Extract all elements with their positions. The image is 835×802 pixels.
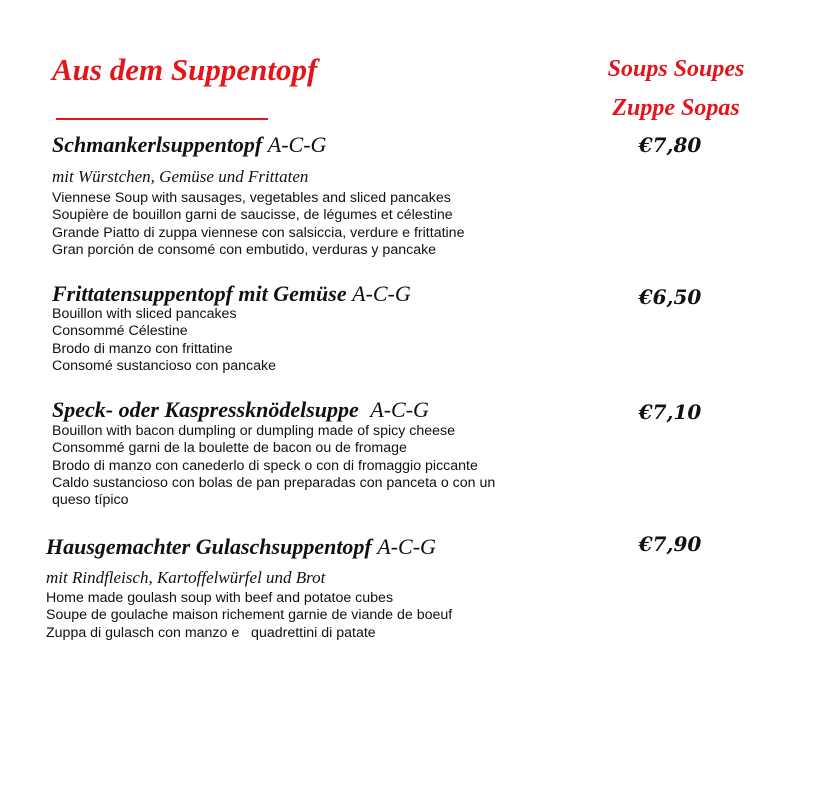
dish-name: Speck- oder Kaspressknödelsuppe [52,397,359,422]
description-line: Consommé garni de la boulette de bacon ou de fromage [52,440,407,457]
description-line: Grande Piatto di zuppa viennese con salsiccia, verdure e frittatine [52,224,465,241]
dish-name: Hausgemachter Gulaschsuppentopf [46,534,372,559]
allergen-codes: A-C-G [377,534,436,559]
menu-item-price: €6,50 [638,285,702,309]
menu-item-name [46,534,436,560]
description-line: Brodo di manzo con frittatine [52,340,233,357]
menu-item-descriptions [52,190,464,259]
menu-item-name [52,397,429,423]
menu-item-subtitle: mit Würstchen, Gemüse und Frittaten [52,167,309,186]
menu-item-descriptions [46,590,452,642]
menu-item-price: €7,10 [638,400,702,424]
description-line: Soupe de goulache maison richement garnie de viande de boeuf [46,607,453,624]
description-line: Gran porción de consomé con embutido, verduras y pancake [52,241,437,258]
description-line: Viennese Soup with sausages, vegetables and sliced pancakes [52,190,451,206]
description-line: Zuppa di gulasch con manzo e quadrettini di patate [46,624,376,641]
description-line: Caldo sustancioso con bolas de pan preparadas con panceta o con un [52,474,496,491]
description-line: Consomé sustancioso con pancake [52,357,276,374]
dish-name: Schmankerlsuppentopf [52,132,263,157]
allergen-codes: A-C-G [267,132,327,157]
menu-item-descriptions [52,423,495,509]
menu-section-title: Aus dem Suppentopf [52,52,318,87]
description-line: Home made goulash soup with beef and potatoe cubes [46,590,394,606]
menu-item-descriptions [52,306,276,375]
description-line: Brodo di manzo con canederlo di speck o con di fromaggio piccante [52,457,478,474]
menu-item-price: €7,80 [638,133,702,157]
allergen-codes: A-C-G [352,281,411,306]
description-line: Soupière de bouillon garni de saucisse, de légumes et célestine [52,207,453,224]
description-line: queso típico [52,492,129,509]
menu-item-name [52,281,411,307]
menu-item-name [52,132,326,158]
title-underline [56,118,268,120]
dish-name: Frittatensuppentopf mit Gemüse [52,281,347,306]
section-title-translations-line1: Soups Soupes [607,56,745,82]
description-line: Bouillon with bacon dumpling or dumpling made of spicy cheese [52,423,455,439]
menu-item-subtitle: mit Rindfleisch, Kartoffelwürfel und Brot [46,568,326,587]
section-title-translations-line2: Zuppe Sopas [612,95,740,121]
menu-item-price: €7,90 [638,532,702,556]
allergen-codes: A-C-G [370,397,429,422]
description-line: Consommé Célestine [52,323,188,340]
description-line: Bouillon with sliced pancakes [52,306,237,322]
